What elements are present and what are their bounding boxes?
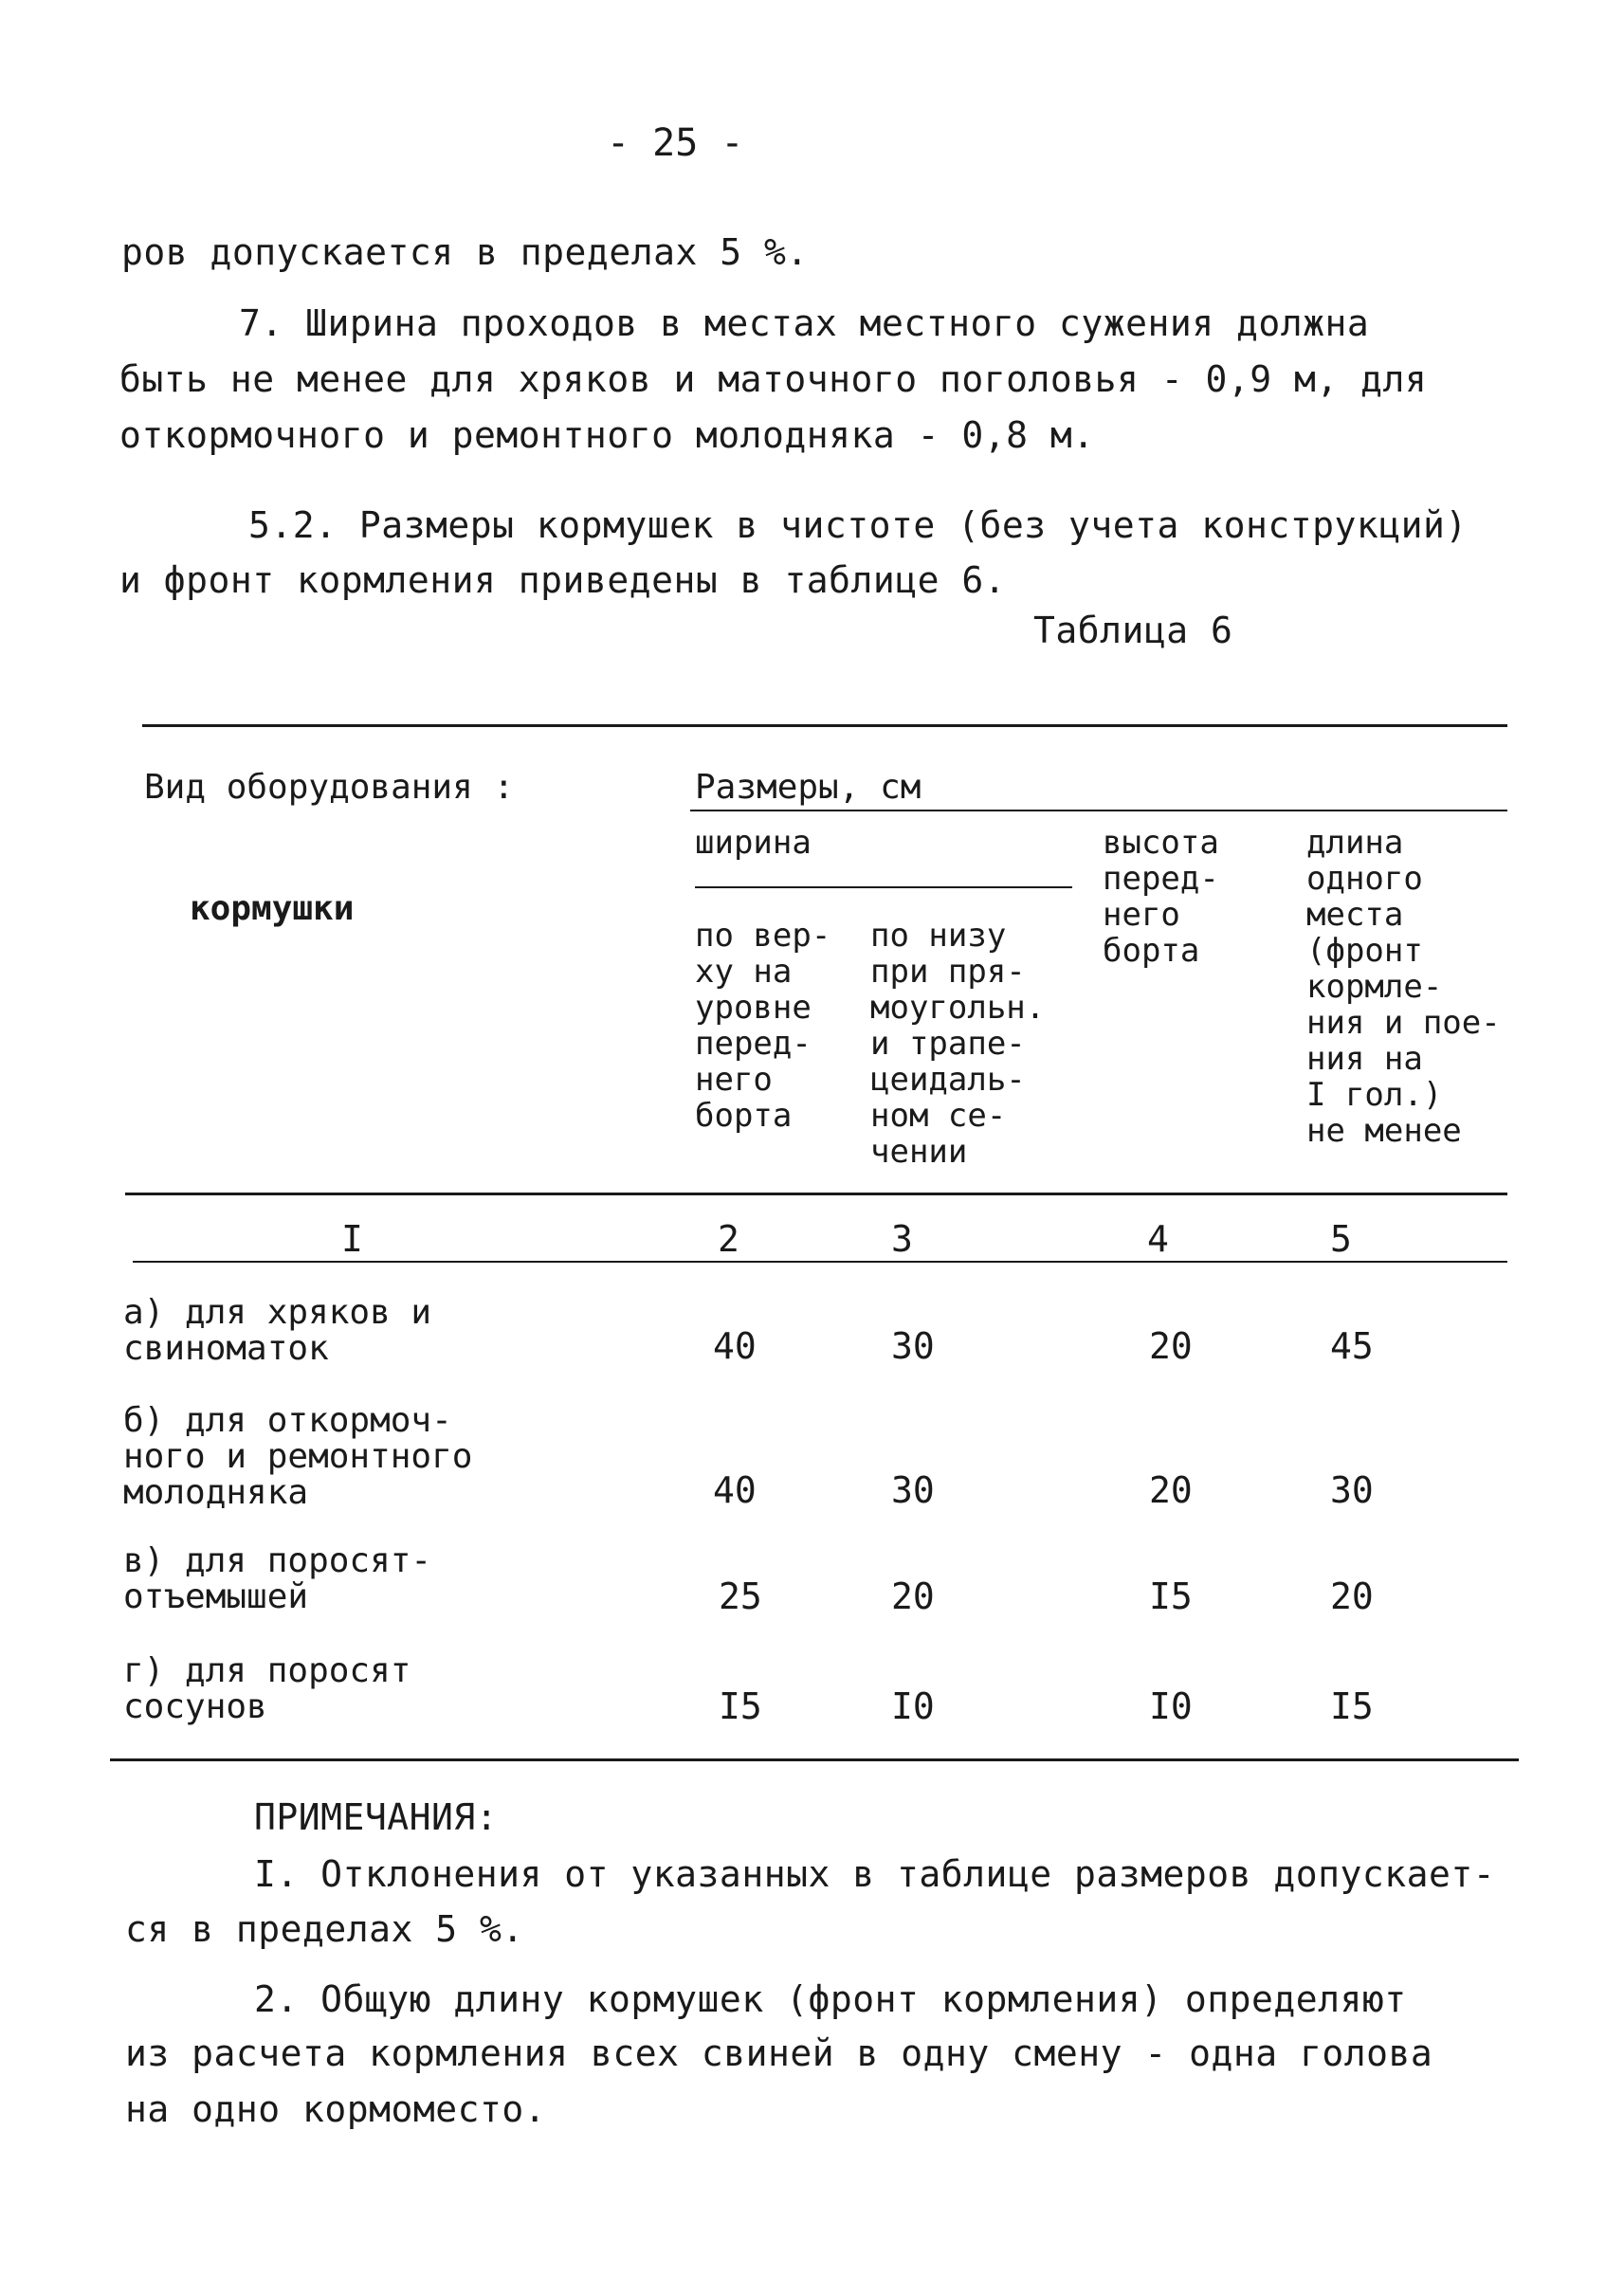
cell-value: 30 — [1330, 1469, 1374, 1511]
header-width-bottom: по низу при пря- моугольн. и трапе- цеидаль- ном се- чении — [870, 917, 1046, 1171]
header-feeders: кормушки — [190, 889, 355, 928]
table-top-rule — [142, 724, 1507, 727]
table-bottom-rule — [110, 1758, 1519, 1761]
note-2-line-1: 2. Общую длину кормушек (фронт кормления) определяют — [254, 1978, 1407, 2020]
note-1-line-2: ся в пределах 5 %. — [125, 1908, 524, 1950]
page-number: - 25 - — [607, 121, 744, 165]
header-width: ширина — [695, 824, 812, 862]
paragraph-1: ров допускается в пределах 5 %. — [121, 231, 809, 273]
cell-value: I5 — [1149, 1576, 1193, 1617]
paragraph-2-line-3: откормочного и ремонтного молодняка - 0,8 м. — [119, 414, 1095, 456]
cell-value: 30 — [891, 1325, 935, 1367]
cell-value: 40 — [713, 1325, 757, 1367]
header-length: длина одного места (фронт кормле- ния и пое- ния на I гол.) не менее — [1306, 824, 1501, 1150]
cell-value: 40 — [713, 1469, 757, 1511]
note-2-line-2: из расчета кормления всех свиней в одну смену - одна голова — [125, 2032, 1433, 2074]
note-2-line-3: на одно кормоместо. — [125, 2088, 547, 2130]
col-number-1: I — [341, 1218, 363, 1260]
col-number-2: 2 — [718, 1218, 739, 1260]
header-bottom-rule — [125, 1193, 1507, 1195]
cell-value: 20 — [1149, 1469, 1193, 1511]
col-number-3: 3 — [891, 1218, 913, 1260]
row-label: в) для поросят- отъемышей — [123, 1541, 432, 1616]
cell-value: I0 — [1149, 1685, 1193, 1727]
row-label: г) для поросят сосунов — [123, 1651, 411, 1726]
cell-value: 20 — [891, 1576, 935, 1617]
col-number-5: 5 — [1330, 1218, 1352, 1260]
note-1-line-1: I. Отклонения от указанных в таблице размеров допускает- — [254, 1853, 1496, 1895]
paragraph-2-line-2: быть не менее для хряков и маточного поголовья - 0,9 м, для — [119, 358, 1428, 400]
header-width-top: по вер- ху на уровне перед- него борта — [695, 917, 831, 1135]
row-label: б) для откормоч- ного и ремонтного молодняка — [123, 1401, 473, 1512]
cell-value: 20 — [1330, 1576, 1374, 1617]
cell-value: I5 — [719, 1685, 762, 1727]
cell-value: 30 — [891, 1469, 935, 1511]
col-number-4: 4 — [1147, 1218, 1169, 1260]
header-width-rule — [695, 886, 1072, 888]
cell-value: 25 — [719, 1576, 762, 1617]
paragraph-3-line-1: 5.2. Размеры кормушек в чистоте (без учета конструкций) — [248, 504, 1468, 546]
header-sizes: Размеры, см — [695, 768, 921, 807]
cell-value: 20 — [1149, 1325, 1193, 1367]
row-label: а) для хряков и свиноматок — [123, 1293, 432, 1368]
header-height: высота перед- него борта — [1103, 824, 1219, 970]
paragraph-2-line-1: 7. Ширина проходов в местах местного сужения должна — [239, 302, 1370, 344]
cell-value: I5 — [1330, 1685, 1374, 1727]
table-caption: Таблица 6 — [1033, 610, 1233, 651]
cell-value: 45 — [1330, 1325, 1374, 1367]
col-numbers-rule — [133, 1261, 1507, 1263]
header-sizes-rule — [690, 810, 1507, 811]
notes-title: ПРИМЕЧАНИЯ: — [254, 1796, 499, 1838]
cell-value: I0 — [891, 1685, 935, 1727]
paragraph-3-line-2: и фронт кормления приведены в таблице 6. — [119, 559, 1007, 601]
header-equipment-type: Вид оборудования : — [144, 768, 515, 807]
